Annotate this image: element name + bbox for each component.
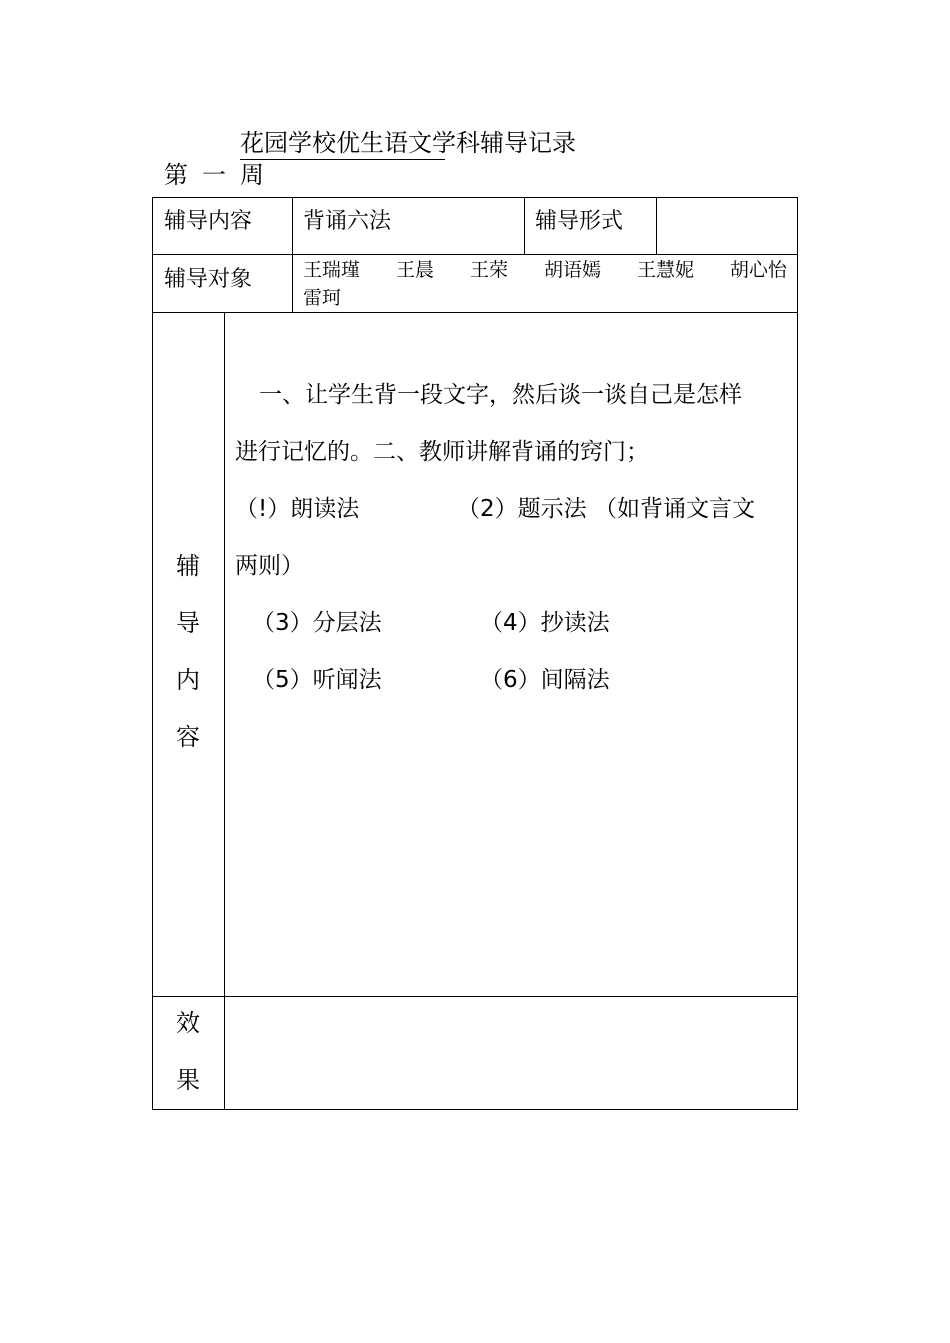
week-char: 一 xyxy=(202,161,226,189)
students-label: 辅导对象 xyxy=(164,267,253,292)
table-col-rule xyxy=(224,312,225,1110)
week-char: 第 xyxy=(164,161,188,189)
week-label xyxy=(164,160,264,190)
content-line: 两则） xyxy=(235,553,304,579)
students-list xyxy=(303,256,787,312)
document-title: 花园学校优生语文学科辅导记录 xyxy=(240,129,576,157)
student-name: 王荣 xyxy=(469,259,508,281)
table-col-rule xyxy=(292,197,293,313)
content-label xyxy=(152,538,224,766)
table-col-rule xyxy=(656,197,657,255)
week-char: 周 xyxy=(240,161,264,189)
student-name: 王瑞瑾 xyxy=(303,259,361,281)
content-label-char: 内 xyxy=(176,666,200,694)
content-line: 进行记忆的。二、教师讲解背诵的窍门； xyxy=(235,439,649,465)
table-rule-row1 xyxy=(152,254,798,255)
content-line: 一、让学生背一段文字，然后谈一谈自己是怎样 xyxy=(259,382,742,408)
content-line: （3）分层法 xyxy=(252,610,382,636)
content-line: （2）题示法 （如背诵文言文 xyxy=(457,496,755,522)
student-name: 王慧妮 xyxy=(636,259,694,281)
table-col-rule xyxy=(524,197,525,255)
form-label: 辅导形式 xyxy=(535,209,624,234)
student-name: 胡心怡 xyxy=(729,259,787,281)
content-label-char: 容 xyxy=(176,723,200,751)
table-border-bottom xyxy=(152,1109,798,1110)
student-name: 王晨 xyxy=(395,259,434,281)
table-rule-row2 xyxy=(152,312,798,313)
content-line: （4）抄读法 xyxy=(480,610,610,636)
effect-label xyxy=(152,995,224,1109)
table-border-top xyxy=(152,197,798,198)
student-name: 胡语嫣 xyxy=(543,259,601,281)
table-border-right xyxy=(797,197,798,1110)
topic-value: 背诵六法 xyxy=(303,209,392,234)
content-label-char: 辅 xyxy=(176,552,200,580)
content-line: （6）间隔法 xyxy=(480,667,610,693)
table-rule-row3 xyxy=(152,996,798,997)
effect-label-char: 效 xyxy=(176,1009,200,1037)
content-label-char: 导 xyxy=(176,609,200,637)
topic-label: 辅导内容 xyxy=(164,209,253,234)
content-line: （!）朗读法 xyxy=(235,496,360,522)
title-underline xyxy=(240,159,445,160)
effect-label-char: 果 xyxy=(176,1066,200,1094)
content-line: （5）听闻法 xyxy=(252,667,382,693)
student-name: 雷珂 xyxy=(303,287,342,309)
